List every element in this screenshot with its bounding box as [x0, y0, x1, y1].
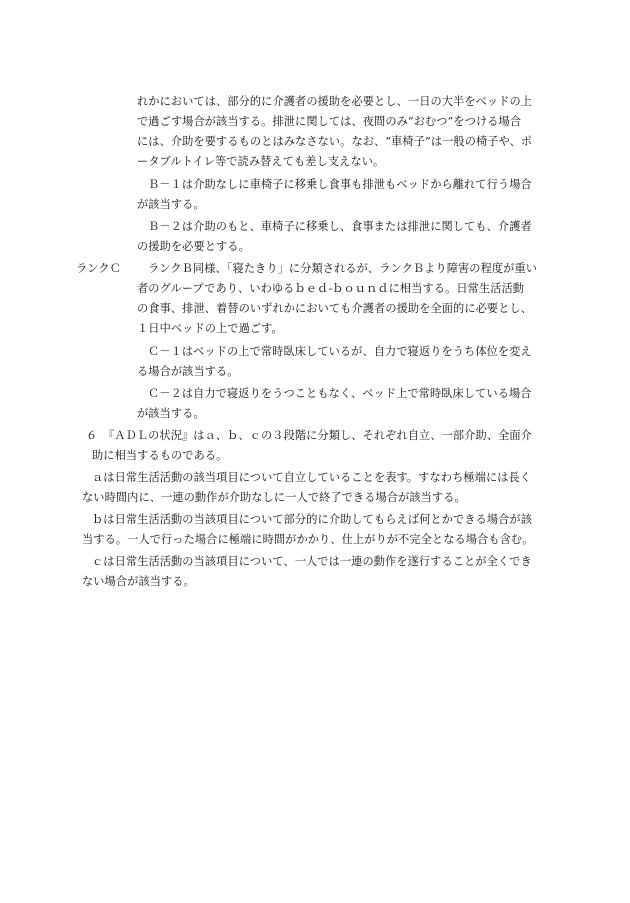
text-line: には、介助を要するものとはみなさない。なお、“車椅子”は一般の椅子や、ポ — [137, 135, 533, 148]
text-line: が該当する。 — [137, 407, 205, 420]
text-line: ａは日常生活活動の該当項目について自立していることを表す。すなわち極端には長く — [92, 471, 532, 484]
text-line: れかにおいては、部分的に介護者の援助を必要とし、一日の大半をベッドの上 — [137, 95, 533, 108]
text-line: 助に相当するものである。 — [92, 449, 228, 462]
text-line: Ｂ－１は介助なしに車椅子に移乗し食事も排泄もベッドから離れて行う場合 — [148, 178, 532, 191]
text-line: ｃは日常生活活動の当該項目について、一人では一連の動作を遂行することが全くでき — [92, 555, 532, 568]
text-line: の食事、排泄、着替のいずれかにおいても介護者の援助を全面的に必要とし、 — [137, 302, 533, 315]
text-line: １日中ベッドの上で過ごす。 — [137, 322, 283, 335]
text-line: Ｃ－１はベッドの上で常時臥床しているが、自力で寝返りをうち体位を変え — [148, 345, 532, 358]
section-heading: ６ 『ＡＤＬの状況』はａ、ｂ、ｃの３段階に分類し、それぞれ自立、一部介助、全面介 — [86, 429, 532, 442]
text-line: の援助を必要とする。 — [137, 240, 250, 253]
text-line: 当する。一人で行った場合に極端に時間がかかり、仕上がりが不完全となる場合も含む。 — [82, 533, 534, 546]
text-line: で過ごす場合が該当する。排泄に関しては、夜間のみ“おむつ”をつける場合 — [137, 115, 522, 128]
text-line: ータブルトイレ等で読み替えても差し支えない。 — [137, 155, 385, 168]
text-line: 者のグループであり、いわゆるｂｅｄ‐ｂｏｕｎｄに相当する。日常生活活動 — [137, 282, 525, 295]
text-line: が該当する。 — [137, 198, 205, 211]
text-line: ない時間内に、一連の動作が介助なしに一人で終了できる場合が該当する。 — [82, 491, 466, 504]
text-line: Ｃ－２は自力で寝返りをうつこともなく、ベッド上で常時臥床している場合 — [148, 387, 532, 400]
text-line: ランクＢ同様、「寝たきり」に分類されるが、ランクＢより障害の程度が重い — [148, 262, 538, 275]
text-line: る場合が該当する。 — [137, 365, 239, 378]
rank-label: ランクＣ — [76, 262, 121, 275]
text-line: ｂは日常生活活動の当該項目について部分的に介助してもらえば何とかできる場合が該 — [92, 513, 532, 526]
text-line: Ｂ－２は介助のもと、車椅子に移乗し、食事または排泄に関しても、介護者 — [148, 220, 532, 233]
text-line: ない場合が該当する。 — [82, 575, 195, 588]
